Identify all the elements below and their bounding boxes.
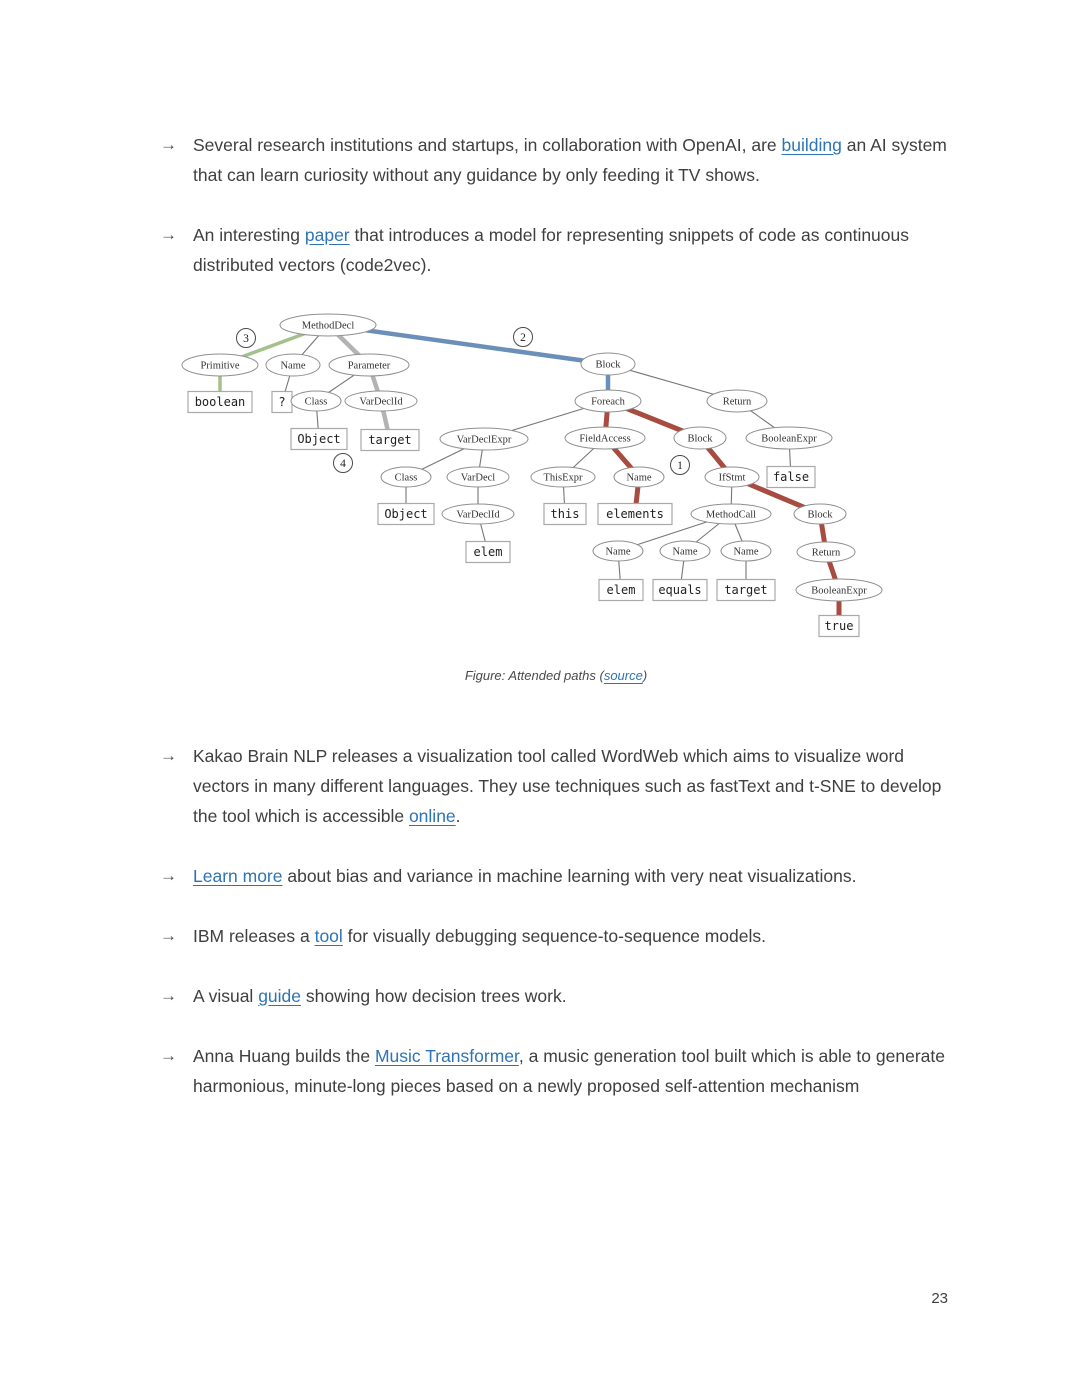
ast-node-num2: [514, 328, 533, 347]
inline-link[interactable]: online: [408, 806, 456, 826]
ast-node-vardecl: [447, 467, 509, 487]
inline-link[interactable]: paper: [304, 225, 350, 245]
bullet-text: [193, 921, 952, 951]
bullet-item: [160, 921, 952, 951]
ast-node-label: VarDeclExpr: [456, 434, 512, 446]
ast-node-label: Block: [687, 433, 713, 445]
ast-node-methodcall: [691, 504, 771, 524]
bullet-arrow-icon: →: [160, 1046, 177, 1065]
ast-node-label: Return: [722, 396, 752, 408]
ast-node-thisexpr: [531, 467, 595, 487]
figure-attended-paths: [160, 310, 952, 683]
ast-node-label: MethodDecl: [301, 320, 355, 332]
ast-node-parameter: [329, 354, 409, 376]
ast-node-label: MethodCall: [705, 509, 757, 521]
ast-node-foreach: [575, 390, 641, 412]
text-run: .: [455, 806, 461, 826]
ast-node-num4: [334, 454, 353, 473]
ast-node-block_fe: [674, 427, 726, 449]
bullet-arrow-icon: →: [160, 866, 177, 885]
ast-node-label: VarDeclId: [359, 396, 403, 408]
inline-link[interactable]: source: [603, 668, 643, 683]
ast-node-ifstmt: [705, 467, 759, 487]
ast-node-label: equals: [658, 583, 702, 598]
bullet-item: [160, 130, 952, 190]
ast-node-object_v: [378, 504, 434, 525]
bullet-text: [193, 861, 952, 891]
ast-node-label: Name: [605, 546, 631, 558]
ast-node-label: Object: [384, 507, 428, 522]
bullet-arrow-icon: →: [160, 926, 177, 945]
ast-node-label: true: [824, 619, 854, 634]
ast-node-elem_m: [599, 580, 643, 601]
ast-node-label: 2: [520, 331, 526, 344]
figure-caption: [160, 668, 952, 683]
ast-node-label: FieldAccess: [579, 433, 631, 445]
ast-node-booleanexpr_i: [796, 579, 882, 601]
bullet-arrow-icon: →: [160, 746, 177, 765]
ast-node-name2: [660, 541, 710, 561]
bullet-item: [160, 981, 952, 1011]
ast-node-label: VarDeclId: [456, 509, 500, 521]
text-run: an AI system that can learn curiosity without any guidance by only feeding it TV shows.: [193, 135, 947, 185]
ast-node-label: boolean: [194, 395, 246, 410]
ast-node-object_p: [291, 429, 347, 450]
ast-node-label: Block: [595, 359, 621, 371]
ast-node-vardeclid_v: [442, 504, 514, 524]
ast-node-label: BooleanExpr: [761, 433, 817, 445]
ast-node-label: elements: [606, 507, 664, 522]
text-run: that introduces a model for representing snippets of code as continuous distributed vectors (code2vec).: [193, 225, 910, 275]
text-run: showing how decision trees work.: [301, 986, 567, 1006]
bullet-text: [193, 220, 952, 280]
ast-node-label: Name: [672, 546, 698, 558]
ast-node-label: VarDecl: [460, 472, 496, 484]
ast-node-fieldaccess: [565, 427, 645, 449]
ast-node-label: Block: [807, 509, 833, 521]
ast-node-label: Class: [304, 396, 328, 408]
ast-node-label: false: [772, 470, 810, 485]
ast-node-name_f: [266, 354, 320, 376]
bullet-item: [160, 741, 952, 831]
inline-link[interactable]: building: [781, 135, 842, 155]
ast-node-booleanexpr_t: [746, 427, 832, 449]
bullet-arrow-icon: →: [160, 986, 177, 1005]
bullet-text: [193, 130, 952, 190]
ast-node-block_top: [581, 353, 635, 375]
ast-node-label: elem: [473, 545, 503, 560]
ast-node-return_in: [797, 542, 855, 562]
ast-node-label: target: [368, 433, 412, 448]
ast-node-label: Parameter: [347, 360, 391, 372]
ast-node-methoddecl: [280, 314, 376, 336]
ast-node-elem_v: [466, 542, 510, 563]
inline-link[interactable]: Music Transformer: [374, 1046, 519, 1066]
ast-node-vardeclid_p: [345, 391, 417, 411]
ast-node-label: Class: [394, 472, 418, 484]
inline-link[interactable]: Learn more: [193, 866, 283, 886]
text-run: Figure: Attended paths (: [464, 668, 604, 683]
ast-node-name1: [593, 541, 643, 561]
bullet-arrow-icon: →: [160, 135, 177, 154]
ast-node-label: 1: [677, 459, 683, 472]
ast-node-label: this: [550, 507, 580, 522]
ast-node-return_top: [707, 390, 767, 412]
bullet-text: [193, 981, 952, 1011]
ast-node-primitive: [182, 354, 258, 376]
ast-node-target_p: [361, 430, 419, 451]
ast-node-vardeclexpr: [440, 428, 528, 450]
ast-node-label: ?: [278, 395, 286, 410]
ast-node-label: Name: [626, 472, 652, 484]
text-run: Kakao Brain NLP releases a visualization tool called WordWeb which aims to visualize word vectors in many different languages. They use techniques such as fastText and t-SNE to develop the tool which is accessible: [193, 746, 942, 826]
ast-node-qmark: [272, 392, 292, 413]
ast-node-label: target: [724, 583, 768, 598]
ast-node-label: Primitive: [200, 360, 240, 372]
ast-node-true: [819, 616, 859, 637]
ast-node-label: Return: [811, 547, 841, 559]
ast-node-num1: [671, 456, 690, 475]
text-run: Several research institutions and startups, in collaboration with OpenAI, are: [193, 135, 782, 155]
text-run: IBM releases a: [193, 926, 315, 946]
ast-node-label: IfStmt: [718, 472, 746, 484]
ast-tree-diagram: [178, 310, 918, 640]
text-run: An interesting: [193, 225, 305, 245]
text-run: Anna Huang builds the: [193, 1046, 375, 1066]
page-number: 23: [931, 1290, 948, 1307]
bullet-list-bottom: [160, 741, 952, 1101]
ast-node-label: 4: [340, 457, 346, 470]
ast-node-elements: [598, 504, 672, 525]
ast-node-false: [767, 467, 815, 488]
ast-node-target_m: [717, 580, 775, 601]
text-run: , a music generation tool built which is able to generate harmonious, minute-long pieces based on a newly proposed self-attention mechanism: [193, 1046, 945, 1096]
text-run: about bias and variance in machine learning with very neat visualizations.: [282, 866, 857, 886]
text-run: ): [642, 668, 648, 683]
ast-node-class_p: [291, 391, 341, 411]
bullet-list-top: [160, 130, 952, 280]
ast-node-block_if: [794, 504, 846, 524]
text-run: A visual: [193, 986, 259, 1006]
ast-node-label: 3: [243, 332, 249, 345]
ast-node-equals: [653, 580, 707, 601]
inline-link[interactable]: guide: [258, 986, 302, 1006]
inline-link[interactable]: tool: [314, 926, 343, 946]
ast-node-class_v: [381, 467, 431, 487]
ast-node-label: BooleanExpr: [811, 585, 867, 597]
ast-node-label: ThisExpr: [543, 472, 583, 484]
ast-node-label: Foreach: [591, 396, 625, 408]
bullet-text: [193, 741, 952, 831]
ast-node-label: Name: [733, 546, 759, 558]
ast-node-boolean: [188, 392, 252, 413]
ast-node-this: [544, 504, 586, 525]
bullet-arrow-icon: →: [160, 225, 177, 244]
bullet-item: [160, 1041, 952, 1101]
bullet-item: [160, 220, 952, 280]
ast-node-label: Name: [280, 360, 306, 372]
ast-node-label: Object: [297, 432, 341, 447]
ast-node-num3: [237, 329, 256, 348]
ast-node-name_fa: [614, 467, 664, 487]
bullet-text: [193, 1041, 952, 1101]
ast-node-name3: [721, 541, 771, 561]
text-run: for visually debugging sequence-to-sequence models.: [342, 926, 766, 946]
ast-node-label: elem: [606, 583, 636, 598]
bullet-item: [160, 861, 952, 891]
